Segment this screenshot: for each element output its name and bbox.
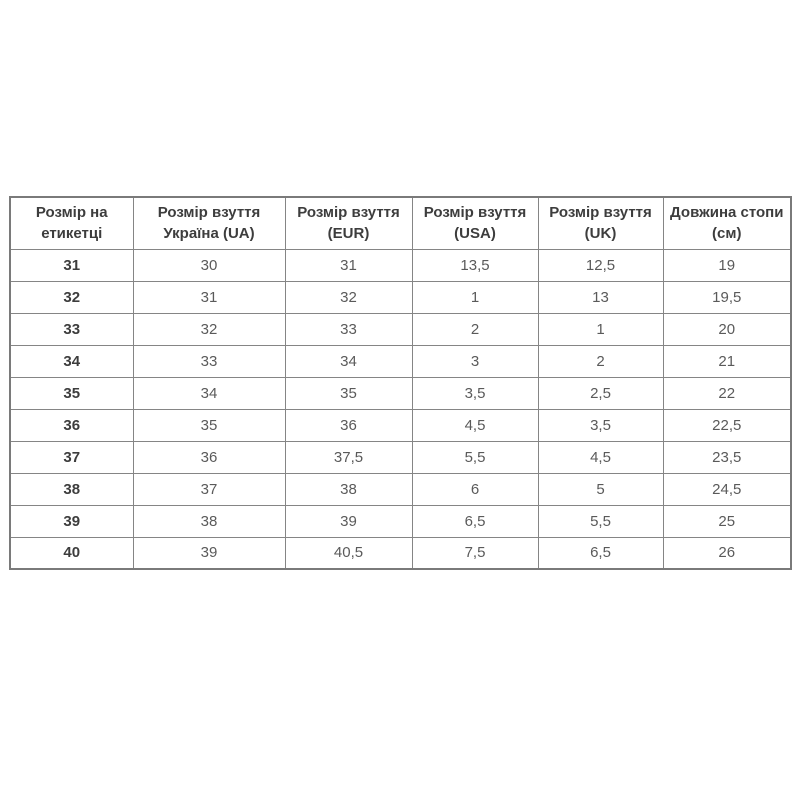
table-row [10, 313, 791, 345]
size-value-cell: 35 [133, 409, 285, 441]
size-value-cell: 22 [663, 377, 791, 409]
size-value-cell: 4,5 [538, 441, 663, 473]
size-value-cell: 6 [412, 473, 538, 505]
label-size-cell: 39 [10, 505, 133, 537]
table-row [10, 537, 791, 569]
label-size-cell: 40 [10, 537, 133, 569]
size-value-cell: 13 [538, 281, 663, 313]
size-value-cell: 36 [133, 441, 285, 473]
label-size-cell: 35 [10, 377, 133, 409]
shoe-size-conversion-table [9, 196, 792, 570]
size-value-cell: 37 [133, 473, 285, 505]
size-value-cell: 3,5 [538, 409, 663, 441]
size-value-cell: 5,5 [412, 441, 538, 473]
table-row [10, 345, 791, 377]
size-value-cell: 33 [133, 345, 285, 377]
column-header: Розмір на етикетці [10, 197, 133, 249]
size-value-cell: 21 [663, 345, 791, 377]
table-row [10, 377, 791, 409]
column-header: Довжина стопи (см) [663, 197, 791, 249]
size-value-cell: 2,5 [538, 377, 663, 409]
table-header-row [10, 197, 791, 249]
size-value-cell: 38 [285, 473, 412, 505]
size-value-cell: 32 [285, 281, 412, 313]
column-header: Розмір взуття (USA) [412, 197, 538, 249]
size-value-cell: 3,5 [412, 377, 538, 409]
size-value-cell: 5,5 [538, 505, 663, 537]
size-value-cell: 35 [285, 377, 412, 409]
column-header: Розмір взуття Україна (UA) [133, 197, 285, 249]
size-value-cell: 4,5 [412, 409, 538, 441]
size-value-cell: 38 [133, 505, 285, 537]
size-value-cell: 24,5 [663, 473, 791, 505]
size-value-cell: 23,5 [663, 441, 791, 473]
size-value-cell: 19 [663, 249, 791, 281]
size-value-cell: 30 [133, 249, 285, 281]
size-value-cell: 5 [538, 473, 663, 505]
size-value-cell: 19,5 [663, 281, 791, 313]
size-value-cell: 40,5 [285, 537, 412, 569]
size-value-cell: 31 [285, 249, 412, 281]
size-value-cell: 7,5 [412, 537, 538, 569]
size-value-cell: 22,5 [663, 409, 791, 441]
size-value-cell: 2 [538, 345, 663, 377]
size-value-cell: 32 [133, 313, 285, 345]
column-header: Розмір взуття (UK) [538, 197, 663, 249]
size-value-cell: 1 [412, 281, 538, 313]
table-row [10, 505, 791, 537]
size-value-cell: 1 [538, 313, 663, 345]
size-value-cell: 12,5 [538, 249, 663, 281]
size-value-cell: 34 [285, 345, 412, 377]
size-value-cell: 31 [133, 281, 285, 313]
table-row [10, 473, 791, 505]
label-size-cell: 32 [10, 281, 133, 313]
label-size-cell: 34 [10, 345, 133, 377]
size-value-cell: 20 [663, 313, 791, 345]
label-size-cell: 33 [10, 313, 133, 345]
size-value-cell: 33 [285, 313, 412, 345]
size-value-cell: 25 [663, 505, 791, 537]
size-value-cell: 26 [663, 537, 791, 569]
label-size-cell: 37 [10, 441, 133, 473]
size-value-cell: 39 [133, 537, 285, 569]
label-size-cell: 38 [10, 473, 133, 505]
size-value-cell: 39 [285, 505, 412, 537]
size-value-cell: 37,5 [285, 441, 412, 473]
size-value-cell: 2 [412, 313, 538, 345]
size-value-cell: 34 [133, 377, 285, 409]
size-value-cell: 3 [412, 345, 538, 377]
size-value-cell: 13,5 [412, 249, 538, 281]
column-header: Розмір взуття (EUR) [285, 197, 412, 249]
table-body [10, 249, 791, 569]
size-value-cell: 6,5 [538, 537, 663, 569]
table-row [10, 441, 791, 473]
size-value-cell: 36 [285, 409, 412, 441]
size-value-cell: 6,5 [412, 505, 538, 537]
table-row [10, 281, 791, 313]
label-size-cell: 36 [10, 409, 133, 441]
table-row [10, 409, 791, 441]
table-row [10, 249, 791, 281]
label-size-cell: 31 [10, 249, 133, 281]
